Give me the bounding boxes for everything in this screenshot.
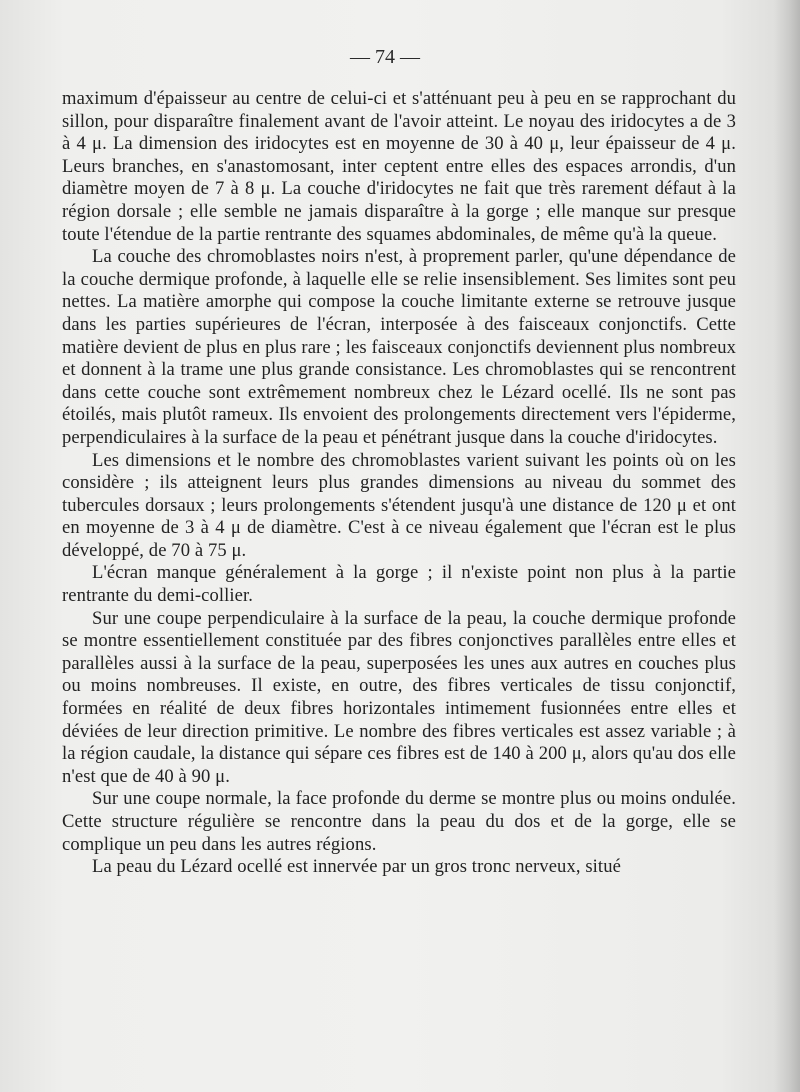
page-number: — 74 — <box>350 46 420 68</box>
paragraph: La couche des chromoblastes noirs n'est, à proprement parler, qu'une dépendance de la couche dermique profonde, à laquelle elle se relie insensiblement. Ses limites sont peu nettes. La matière amorphe qui compose la couche limitante externe se retrouve jusque dans les parties supérieures de l'écran, interposée à des faisceaux conjonctifs. Cette matière devient de plus en plus rare ; les faisceaux conjonctifs deviennent plus nombreux et donnent à la trame une plus grande consistance. Les chromoblastes qui se rencontrent dans cette couche sont extrêmement nombreux chez le Lézard ocellé. Ils ne sont pas étoilés, mais plutôt rameux. Ils envoient des prolongements directement vers l'épiderme, perpendiculaires à la surface de la peau et pénétrant jusque dans la couche d'iridocytes. <box>62 246 736 448</box>
paragraph: maximum d'épaisseur au centre de celui-ci et s'atténuant peu à peu en se rapprochant du sillon, pour disparaître finalement avant de l'avoir atteint. Le noyau des iridocytes a de 3 à 4 μ. La dimension des iridocytes est en moyenne de 30 à 40 μ, leur épaisseur de 4 μ. Leurs branches, en s'anastomosant, inter ceptent entre elles des espaces arrondis, d'un diamètre moyen de 7 à 8 μ. La couche d'iridocytes ne fait que très rarement défaut à la région dorsale ; elle semble ne jamais disparaître à la gorge ; elle manque sur presque toute l'étendue de la partie rentrante des squames abdominales, de même qu'à la queue. <box>62 88 736 245</box>
paragraph: Sur une coupe perpendiculaire à la surface de la peau, la couche dermique profonde se montre essentiellement constituée par des fibres conjonctives parallèles entre elles et parallèles aussi à la surface de la peau, superposées les unes aux autres en couches plus ou moins nombreuses. Il existe, en outre, des fibres verticales de tissu conjonctif, formées en réalité de deux fibres horizontales intimement fusionnées entre elles et déviées de leur direction primitive. Le nombre des fibres verticales est assez variable ; à la région caudale, la distance qui sépare ces fibres est de 140 à 200 μ, alors qu'au dos elle n'est que de 40 à 90 μ. <box>62 607 736 787</box>
body-text <box>62 88 736 879</box>
page-edge-shadow <box>774 0 800 1092</box>
paragraph: La peau du Lézard ocellé est innervée par un gros tronc nerveux, situé <box>92 856 621 878</box>
paragraph: L'écran manque généralement à la gorge ; il n'existe point non plus à la partie rentrante du demi-collier. <box>62 562 736 607</box>
paragraph: Les dimensions et le nombre des chromoblastes varient suivant les points où on les considère ; ils atteignent leurs plus grandes dimensions au niveau du sommet des tubercules dorsaux ; leurs prolongements s'étendent jusqu'à une distance de 120 μ et ont en moyenne de 3 à 4 μ de diamètre. C'est à ce niveau également que l'écran est le plus développé, de 70 à 75 μ. <box>62 449 736 561</box>
paragraph: Sur une coupe normale, la face profonde du derme se montre plus ou moins ondulée. Cette structure régulière se rencontre dans la peau du dos et de la gorge, elle se complique un peu dans les autres régions. <box>62 788 736 855</box>
